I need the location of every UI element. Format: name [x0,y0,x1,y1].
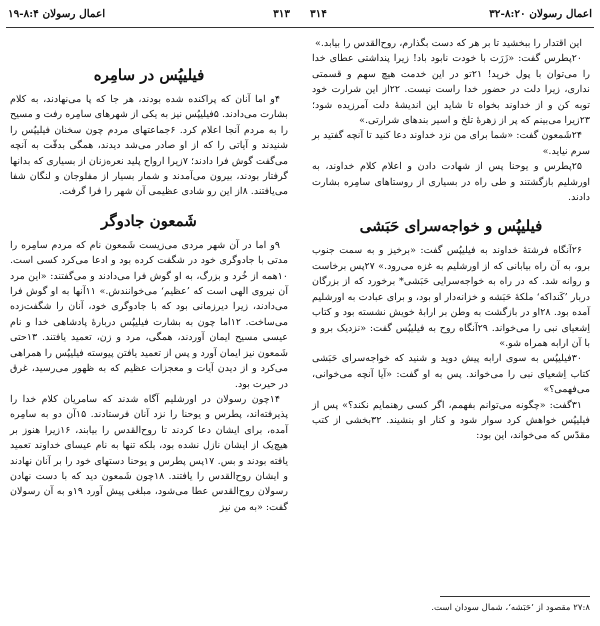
header-rule [6,27,594,28]
footnote-rule [440,596,590,597]
right-page-number: ۳۱۴ [310,8,327,20]
paragraph: ۳۰فیلیپُس به سوی ارابه پیش دوید و شنید که خواجه‌سرای حَبَشی کتاب اِشعیای نبی را می‌خواند. پس به او گفت: «آیا آنچه می‌خوانی، می‌فهمی؟» [312,353,590,396]
section-heading: فیلیپُس و خواجه‌سرای حَبَشی [359,217,543,236]
section-heading: شَمعون جادوگر [101,211,197,230]
left-page-reference: اعمال رسولان ۸:۴-۱۹ [8,8,106,20]
left-text-column [10,36,288,515]
section-heading: فیلیپُس در سامِره [93,66,205,84]
paragraph: ۲۵پطرس و یوحنا پس از شهادت دادن و اعلام کلام خداوند، به اورشلیم بازگشتند و طی راه در بسیاری از روستاهای سامِره بشارت دادند. [312,161,590,204]
footnote: ۲۷:۸ مقصود از ’حَبَشه‘، شمال سودان است. [431,603,590,613]
paragraph: ۹و اما در آن شهر مردی می‌زیست شَمعون نام که مردم سامِره را مدتی با جادوگری خود در شگفت کرده بود و ادعا می‌کرد کسی است. ۱۰همه از خُرد و بزرگ، به او گوش فرا می‌دادند و می‌گفتند: «این مرد آن نیروی الهی است که ’عظیم‘ می‌خوانندش.» ۱۱آنها به او گوش فرا می‌دادند، زیرا دیرزمانی بود که با جادوگری خود، آنان را شگفت‌زده می‌ساخت. ۱۲اما چون به بشارت فیلیپُس دربارهٔ پادشاهی خدا و نام عیسی مسیح ایمان آوردند، همگی، مرد و زن، تعمید یافتند. ۱۳حتی شَمعون نیز ایمان آورد و پس از تعمید یافتن پیوسته فیلیپُس را همراهی می‌کرد و از دیدن آیات و معجزات عظیم که به ظهور می‌رسید، غرق در حیرت بود. [10,239,288,390]
paragraph: ۲۰پطرس گفت: «زَرَت با خودت نابود باد! زیرا پنداشتی عطای خدا را می‌توان با پول خرید! ۲۱تو در این خدمت هیچ سهم و قسمتی نداری، زیرا دلت در حضور خدا راست نیست. ۲۲از این شرارت خود توبه کن و از خداوند بخواه تا شاید این اندیشهٔ دلت آمرزیده شود؛ ۲۳زیرا می‌بینم که پر از زهرهٔ تلخ و اسیر بندهای شرارتی.» [312,53,590,127]
right-page-reference: اعمال رسولان ۸:۲۰-۳۲ [489,8,592,20]
paragraph: ۲۴شَمعون گفت: «شما برای من نزد خداوند دعا کنید تا آنچه گفتید بر سرم نیاید.» [312,130,590,157]
paragraph: ۱۴چون رسولان در اورشلیم آگاه شدند که سامریان کلام خدا را پذیرفته‌اند، پطرس و یوحنا را نزد آنان فرستادند. ۱۵آن دو به سامِره آمده، برای ایشان دعا کردند تا روح‌القدس را بیابند، ۱۶زیرا هنوز بر هیچ‌یک از ایشان نازل نشده بود، بلکه تنها به نام عیسای خداوند تعمید یافته بودند و بس. ۱۷پس پطرس و یوحنا دستهای خود را بر آنان نهادند و ایشان روح‌القدس را یافتند. ۱۸چون شَمعون دید که با دست نهادن رسولان روح‌القدس عطا می‌شود، مبلغی پیش آورد ۱۹و به آن رسولان گفت: «به من نیز [10,393,288,513]
right-running-head [310,8,592,24]
paragraph: ۳۱گفت: «چگونه می‌توانم بفهمم، اگر کسی رهنمایم نکند؟» پس از فیلیپُس خواهش کرد سوار شود و کنار او بنشیند. ۳۲بخشی از کتب مقدّس که می‌خواند، این بود: [312,399,591,442]
paragraph: این اقتدار را ببخشید تا بر هر که دست بگذارم، روح‌القدس را بیابد.» [314,38,582,49]
paragraph: ۲۶آنگاه فرشتهٔ خداوند به فیلیپُس گفت: «برخیز و به سمت جنوب برو، به آن راه بیابانی که از اورشلیم به غزه می‌رود.» ۲۷پس برخاست و روانه شد. که در راه به خواجه‌سرایی حَبَشی* برخورد که از بزرگان دربار ’کَنداکه‘ ملکهٔ حَبَشه و خزانه‌دار او بود، و برای عبادت به اورشلیم آمده بود. ۲۸او در بازگشت به وطن بر ارابهٔ خویش نشسته بود و کتاب اِشعیای نبی را می‌خواند. ۲۹آنگاه روح به فیلیپُس گفت: «نزدیک برو و با آن ارابه همراه شو.» [312,245,590,349]
paragraph: ۴و اما آنان که پراکنده شده بودند، هر جا که پا می‌نهادند، به کلام بشارت می‌دادند. ۵فیلیپُس نیز به یکی از شهرهای سامِره رفت و مسیح را به مردم آنجا اعلام کرد. ۶جماعتهای مردم چون سخنان فیلیپُس را شنیدند و آیاتی را که از او صادر می‌شد دیدند، همگی بدقّت به آنچه می‌گفت گوش فرا دادند؛ ۷زیرا ارواح پلید نعره‌زنان از بسیاری که بدانها گرفتار بودند، بیرون می‌آمدند و شمار بسیار از مفلوجان و لنگان شفا می‌یافتند. ۸از این رو شادی عظیمی آن شهر را فرا گرفت. [10,94,289,198]
left-page-number: ۳۱۳ [273,8,290,20]
left-running-head [8,8,290,24]
right-text-column [312,36,590,444]
